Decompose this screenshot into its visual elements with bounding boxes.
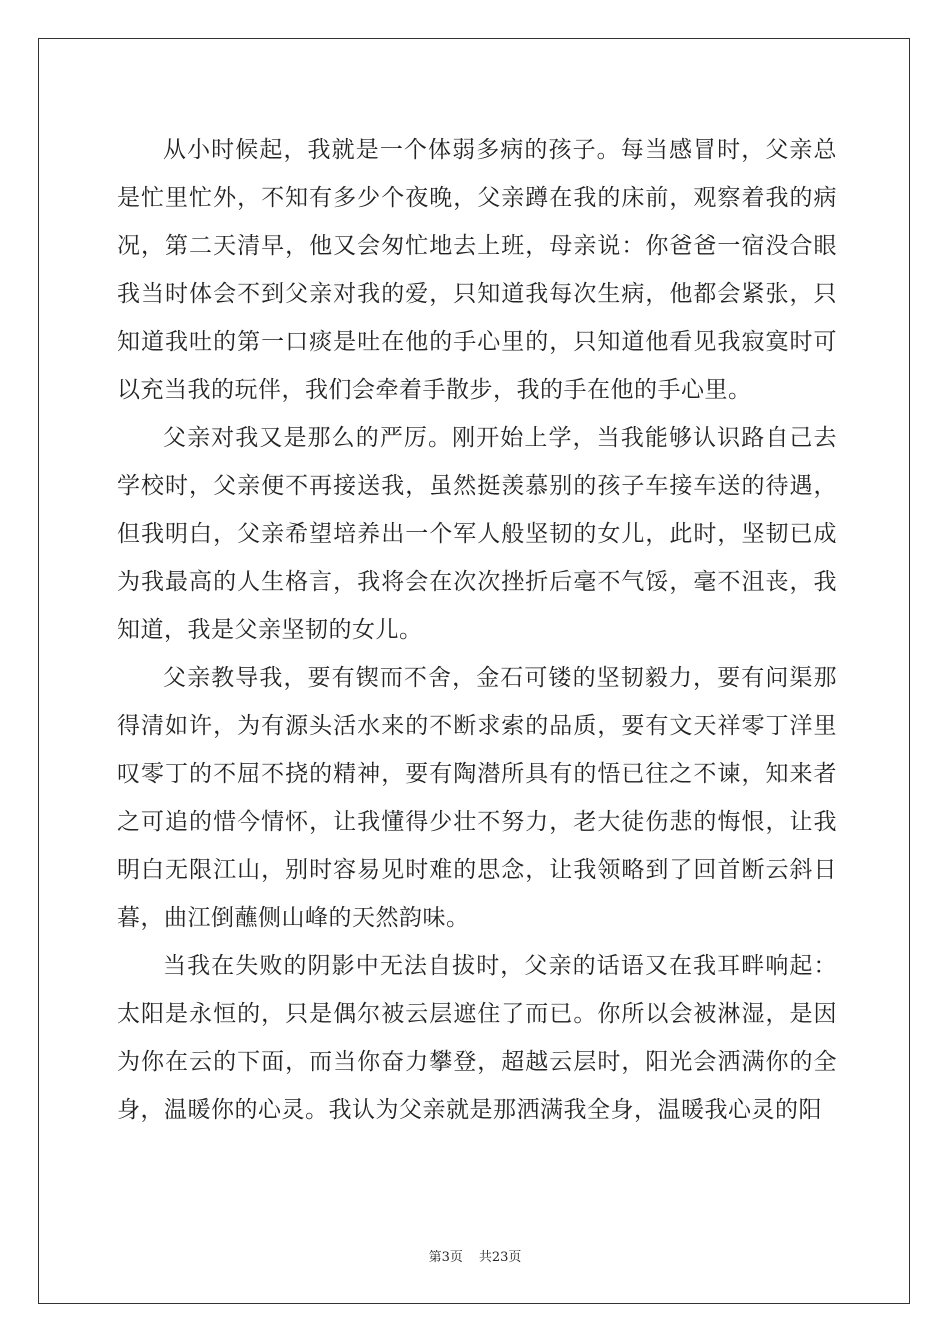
paragraph-1: 从小时候起，我就是一个体弱多病的孩子。每当感冒时，父亲总是忙里忙外，不知有多少个夜晚，父亲蹲在我的床前，观察着我的病况，第二天清早，他又会匆忙地去上班，母亲说：你爸爸一宿没合眼我当时体会不到父亲对我的爱，只知道我每次生病，他都会紧张，只知道我吐的第一口痰是吐在他的手心里的，只知道他看见我寂寞时可以充当我的玩伴，我们会牵着手散步，我的手在他的手心里。 (117, 137, 837, 403)
page-footer (0, 1246, 950, 1265)
paragraph-2: 父亲对我又是那么的严厉。刚开始上学，当我能够认识路自己去学校时，父亲便不再接送我，虽然挺羡慕别的孩子车接车送的待遇，但我明白，父亲希望培养出一个军人般坚韧的女儿，此时，坚韧已成为我最高的人生格言，我将会在次次挫折后毫不气馁，毫不沮丧，我知道，我是父亲坚韧的女儿。 (117, 425, 837, 643)
page-number: 第3页 (428, 1250, 463, 1265)
page-total: 共23页 (478, 1250, 522, 1265)
paragraph-4: 当我在失败的阴影中无法自拔时，父亲的话语又在我耳畔响起：太阳是永恒的，只是偶尔被云层遮住了而已。你所以会被淋湿，是因为你在云的下面，而当你奋力攀登，超越云层时，阳光会洒满你的全身，温暖你的心灵。我认为父亲就是那洒满我全身，温暖我心灵的阳 (117, 953, 837, 1123)
document-body (117, 126, 837, 1134)
paragraph-3: 父亲教导我，要有锲而不舍，金石可镂的坚韧毅力，要有问渠那得清如许，为有源头活水来的不断求索的品质，要有文天祥零丁洋里叹零丁的不屈不挠的精神，要有陶潜所具有的悟已往之不谏，知来者之可追的惜今情怀，让我懂得少壮不努力，老大徒伤悲的悔恨，让我明白无限江山，别时容易见时难的思念，让我领略到了回首断云斜日暮，曲江倒蘸侧山峰的天然韵味。 (117, 665, 837, 931)
